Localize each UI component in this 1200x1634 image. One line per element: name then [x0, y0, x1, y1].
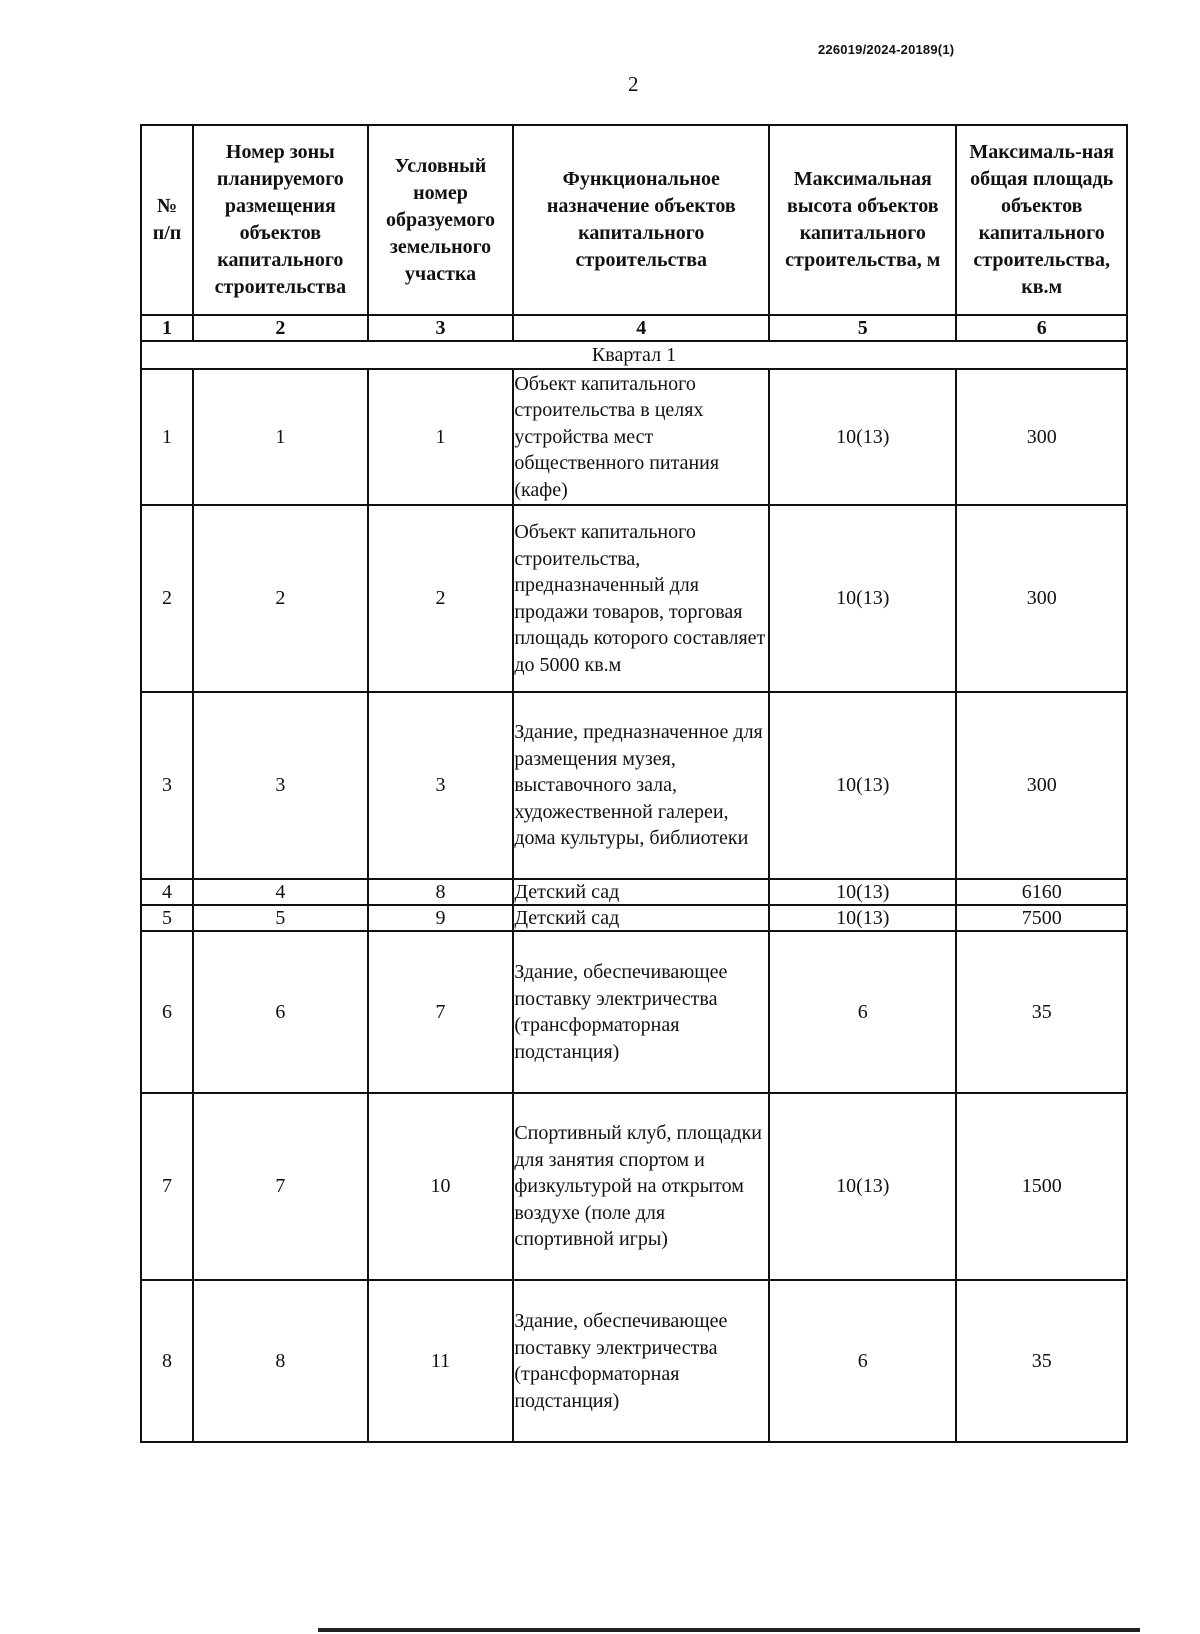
zone-number: 3	[193, 692, 368, 879]
zone-number: 8	[193, 1280, 368, 1442]
row-number: 5	[141, 905, 193, 931]
row-number: 6	[141, 931, 193, 1093]
purpose-cell	[513, 931, 769, 1093]
purpose-text: Здание, предназначенное для размещения музея, выставочного зала, художественной галереи, дома культуры, библиотеки	[514, 721, 763, 850]
purpose-cell	[513, 369, 769, 505]
purpose-cell	[513, 1280, 769, 1442]
max-height: 10(13)	[769, 879, 956, 905]
zone-number: 1	[193, 369, 368, 505]
purpose-text: Здание, обеспечивающее поставку электричества (трансформаторная подстанция)	[514, 1310, 728, 1412]
purpose-cell	[513, 1093, 769, 1280]
max-height: 10(13)	[769, 369, 956, 505]
max-area: 300	[956, 505, 1127, 692]
objects-table	[140, 124, 1128, 1443]
max-area: 300	[956, 692, 1127, 879]
column-number: 6	[956, 315, 1127, 341]
purpose-text: Объект капитального строительства, предназначенный для продажи товаров, торговая площадь которого составляет до 5000 кв.м	[514, 521, 766, 676]
max-area: 7500	[956, 905, 1127, 931]
table-row	[141, 905, 1127, 931]
plot-number: 1	[368, 369, 514, 505]
section-row	[141, 341, 1127, 369]
column-number: 4	[513, 315, 769, 341]
row-number: 8	[141, 1280, 193, 1442]
max-height: 6	[769, 1280, 956, 1442]
plot-number: 3	[368, 692, 514, 879]
purpose-cell	[513, 505, 769, 692]
header-plot-number: Условный номер образуемого земельного участка	[368, 125, 514, 315]
max-height: 10(13)	[769, 1093, 956, 1280]
table-row	[141, 505, 1127, 692]
header-max-area: Максималь-ная общая площадь объектов капитального строительства, кв.м	[956, 125, 1127, 315]
zone-number: 6	[193, 931, 368, 1093]
zone-number: 2	[193, 505, 368, 692]
column-number-row	[141, 315, 1127, 341]
row-number: 7	[141, 1093, 193, 1280]
table-header-row	[141, 125, 1127, 315]
max-area: 6160	[956, 879, 1127, 905]
purpose-text: Детский сад	[514, 907, 620, 929]
header-purpose: Функциональное назначение объектов капитального строительства	[513, 125, 769, 315]
page-number: 2	[628, 72, 639, 96]
max-area: 35	[956, 931, 1127, 1093]
column-number: 3	[368, 315, 514, 341]
max-area: 300	[956, 369, 1127, 505]
plot-number: 11	[368, 1280, 514, 1442]
purpose-cell	[513, 879, 769, 905]
purpose-text: Здание, обеспечивающее поставку электричества (трансформаторная подстанция)	[514, 961, 728, 1063]
plot-number: 8	[368, 879, 514, 905]
table-row	[141, 931, 1127, 1093]
row-number: 3	[141, 692, 193, 879]
document-registration-number: 226019/2024-20189(1)	[818, 42, 955, 57]
plot-number: 9	[368, 905, 514, 931]
plot-number: 10	[368, 1093, 514, 1280]
max-height: 10(13)	[769, 505, 956, 692]
header-row-number: № п/п	[141, 125, 193, 315]
max-height: 10(13)	[769, 905, 956, 931]
plot-number: 7	[368, 931, 514, 1093]
table-row	[141, 369, 1127, 505]
max-area: 35	[956, 1280, 1127, 1442]
zone-number: 4	[193, 879, 368, 905]
max-height: 6	[769, 931, 956, 1093]
max-area: 1500	[956, 1093, 1127, 1280]
purpose-cell	[513, 905, 769, 931]
table-row	[141, 1093, 1127, 1280]
zone-number: 5	[193, 905, 368, 931]
purpose-text: Спортивный клуб, площадки для занятия спортом и физкультурой на открытом воздухе (поле для спортивной игры)	[514, 1122, 763, 1251]
table-row	[141, 692, 1127, 879]
column-number: 5	[769, 315, 956, 341]
plot-number: 2	[368, 505, 514, 692]
purpose-text: Детский сад	[514, 881, 620, 903]
header-zone-number: Номер зоны планируемого размещения объектов капитального строительства	[193, 125, 368, 315]
scan-edge-line	[318, 1628, 1140, 1632]
table-row	[141, 1280, 1127, 1442]
row-number: 2	[141, 505, 193, 692]
max-height: 10(13)	[769, 692, 956, 879]
column-number: 1	[141, 315, 193, 341]
zone-number: 7	[193, 1093, 368, 1280]
header-max-height: Максимальная высота объектов капитального строительства, м	[769, 125, 956, 315]
purpose-text: Объект капитального строительства в целях устройства мест общественного питания (кафе)	[514, 372, 720, 501]
row-number: 4	[141, 879, 193, 905]
section-title: Квартал 1	[141, 341, 1127, 369]
purpose-cell	[513, 692, 769, 879]
column-number: 2	[193, 315, 368, 341]
row-number: 1	[141, 369, 193, 505]
table-row	[141, 879, 1127, 905]
